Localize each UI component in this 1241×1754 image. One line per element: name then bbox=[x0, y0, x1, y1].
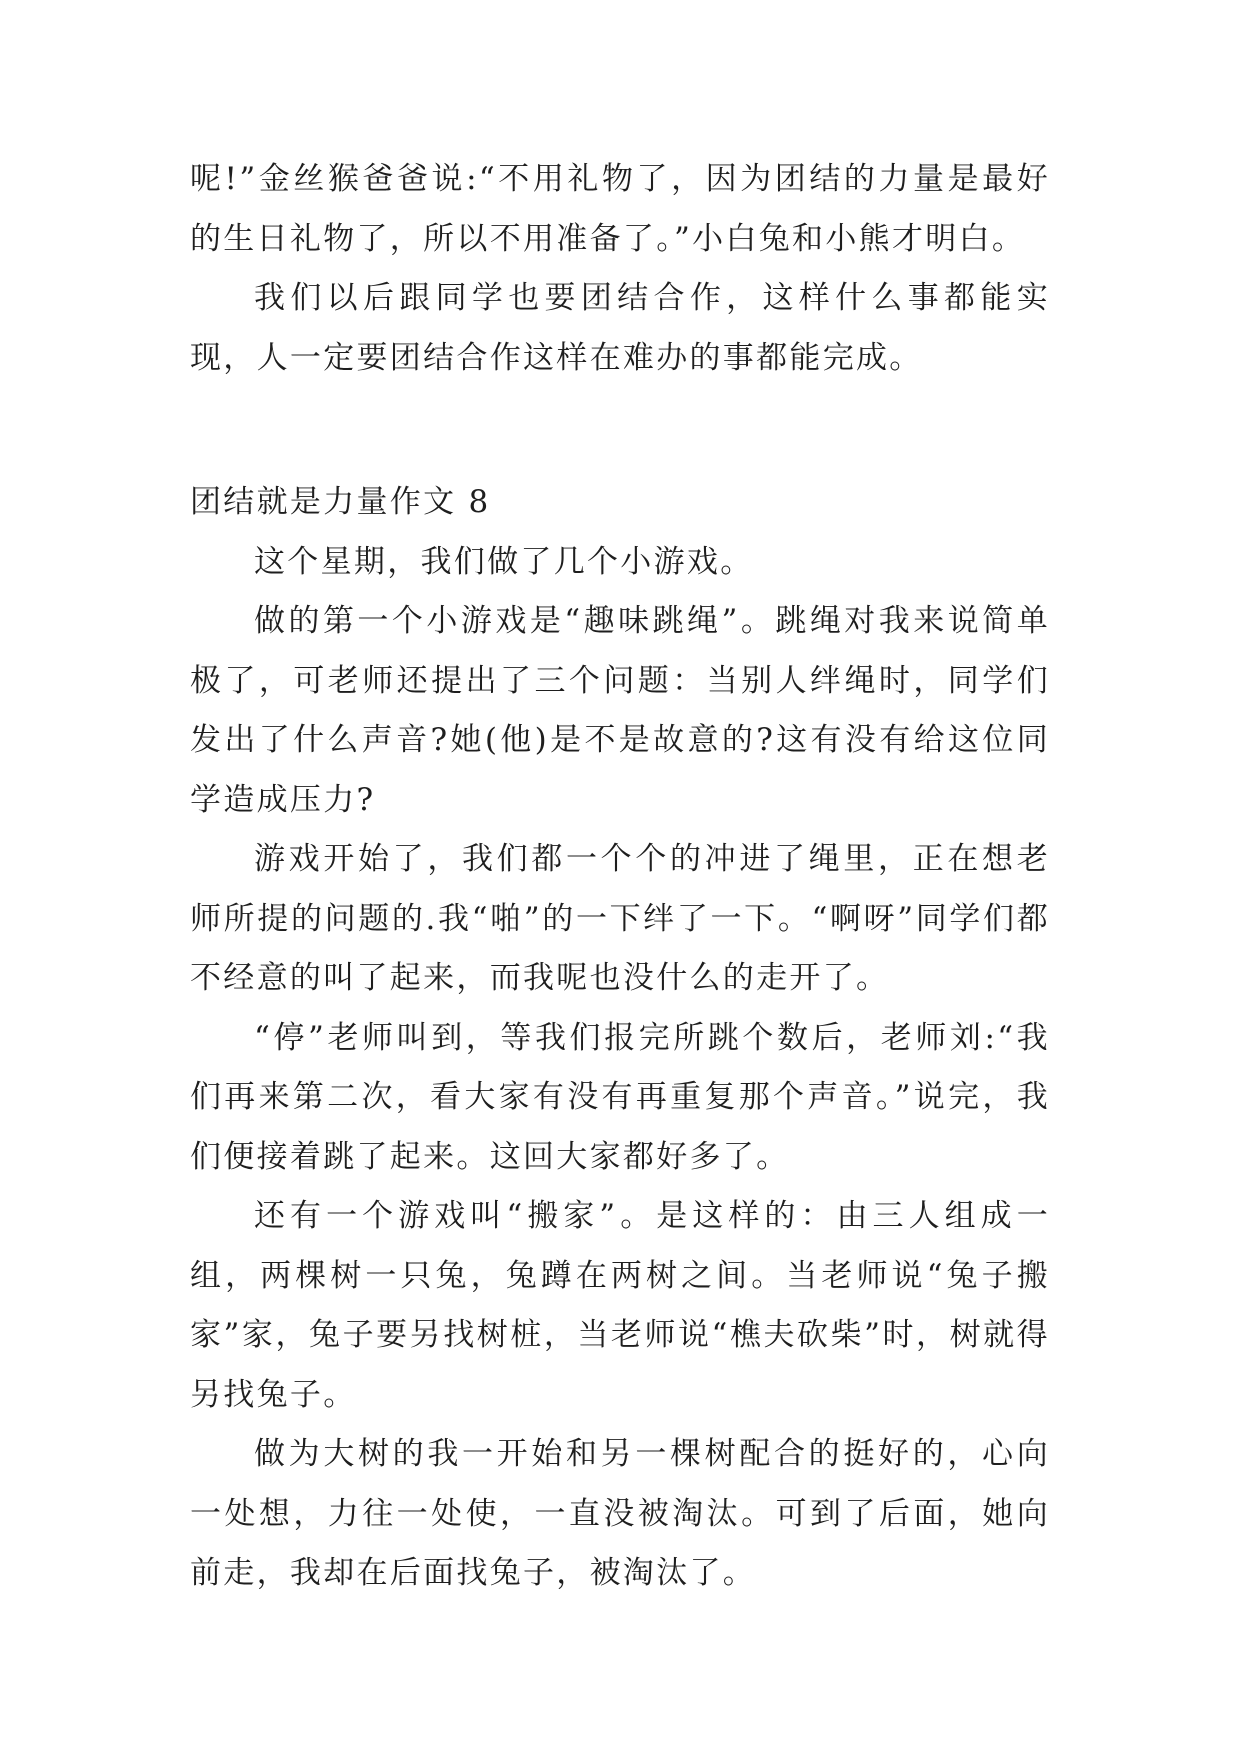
paragraph-conclusion: 我们以后跟同学也要团结合作，这样什么事都能实现，人一定要团结合作这样在难办的事都能完成。 bbox=[190, 280, 1050, 376]
section-title: 团结就是力量作文 8 bbox=[190, 484, 491, 520]
document-page bbox=[190, 150, 1050, 1604]
paragraph: 做的第一个小游戏是“趣味跳绳”。跳绳对我来说简单极了，可老师还提出了三个问题：当别人绊绳时，同学们发出了什么声音?她(他)是不是故意的?这有没有给这位同学造成压力? bbox=[190, 603, 1050, 818]
paragraph: “停”老师叫到，等我们报完所跳个数后，老师刘:“我们再来第二次，看大家有没有再重复那个声音。”说完，我们便接着跳了起来。这回大家都好多了。 bbox=[190, 1019, 1050, 1175]
paragraph: 游戏开始了，我们都一个个的冲进了绳里，正在想老师所提的问题的.我“啪”的一下绊了一下。“啊呀”同学们都不经意的叫了起来，而我呢也没什么的走开了。 bbox=[190, 841, 1050, 996]
paragraph: 做为大树的我一开始和另一棵树配合的挺好的，心向一处想，力往一处使，一直没被淘汰。可到了后面，她向前走，我却在后面找兔子，被淘汰了。 bbox=[190, 1436, 1050, 1591]
paragraph: 这个星期，我们做了几个小游戏。 bbox=[254, 543, 754, 580]
section-spacer bbox=[190, 388, 1050, 473]
paragraph: 还有一个游戏叫“搬家”。是这样的：由三人组成一组，两棵树一只兔，兔蹲在两树之间。当老师说“兔子搬家”家，兔子要另找树桩，当老师说“樵夫砍柴”时，树就得另找兔子。 bbox=[190, 1198, 1050, 1413]
paragraph-continuation: 呢!”金丝猴爸爸说:“不用礼物了，因为团结的力量是最好的生日礼物了，所以不用准备了。”小白兔和小熊才明白。 bbox=[190, 161, 1050, 257]
